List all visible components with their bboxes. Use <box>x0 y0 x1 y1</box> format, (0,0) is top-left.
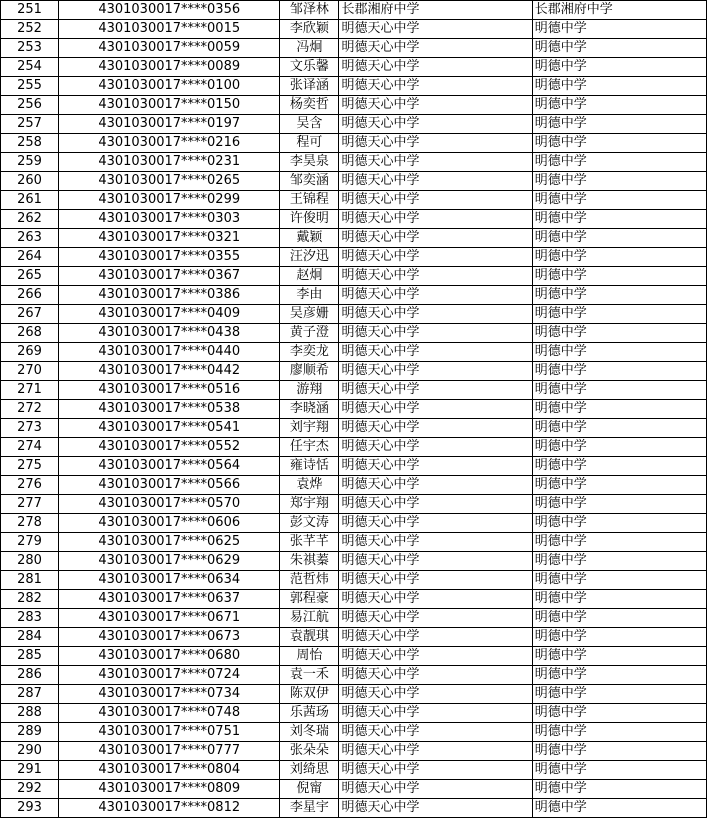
cell-index: 261 <box>1 191 59 210</box>
cell-id-number: 4301030017****0355 <box>59 248 280 267</box>
table-row <box>1 761 707 780</box>
cell-admitted-school: 明德中学 <box>532 495 706 514</box>
cell-id-number: 4301030017****0216 <box>59 134 280 153</box>
cell-graduating-school: 明德天心中学 <box>339 723 532 742</box>
cell-id-number: 4301030017****0442 <box>59 362 280 381</box>
cell-index: 284 <box>1 628 59 647</box>
cell-graduating-school: 明德天心中学 <box>339 761 532 780</box>
cell-graduating-school: 明德天心中学 <box>339 96 532 115</box>
cell-index: 266 <box>1 286 59 305</box>
cell-id-number: 4301030017****0634 <box>59 571 280 590</box>
cell-id-number: 4301030017****0440 <box>59 343 280 362</box>
table-row <box>1 115 707 134</box>
cell-admitted-school: 明德中学 <box>532 134 706 153</box>
cell-index: 290 <box>1 742 59 761</box>
cell-id-number: 4301030017****0680 <box>59 647 280 666</box>
cell-id-number: 4301030017****0150 <box>59 96 280 115</box>
cell-index: 277 <box>1 495 59 514</box>
cell-graduating-school: 明德天心中学 <box>339 305 532 324</box>
cell-admitted-school: 明德中学 <box>532 514 706 533</box>
cell-student-name: 易江航 <box>280 609 339 628</box>
cell-id-number: 4301030017****0541 <box>59 419 280 438</box>
table-row <box>1 286 707 305</box>
cell-graduating-school: 明德天心中学 <box>339 58 532 77</box>
cell-admitted-school: 明德中学 <box>532 419 706 438</box>
cell-admitted-school: 明德中学 <box>532 799 706 818</box>
cell-id-number: 4301030017****0299 <box>59 191 280 210</box>
cell-graduating-school: 明德天心中学 <box>339 20 532 39</box>
cell-student-name: 袁一禾 <box>280 666 339 685</box>
cell-graduating-school: 明德天心中学 <box>339 324 532 343</box>
table-row <box>1 742 707 761</box>
cell-id-number: 4301030017****0629 <box>59 552 280 571</box>
table-row <box>1 400 707 419</box>
table-row <box>1 153 707 172</box>
cell-id-number: 4301030017****0516 <box>59 381 280 400</box>
cell-index: 269 <box>1 343 59 362</box>
cell-student-name: 汪汐迅 <box>280 248 339 267</box>
cell-graduating-school: 明德天心中学 <box>339 172 532 191</box>
cell-student-name: 程可 <box>280 134 339 153</box>
cell-id-number: 4301030017****0059 <box>59 39 280 58</box>
cell-admitted-school: 明德中学 <box>532 286 706 305</box>
cell-graduating-school: 明德天心中学 <box>339 77 532 96</box>
cell-index: 255 <box>1 77 59 96</box>
cell-admitted-school: 长郡湘府中学 <box>532 1 706 20</box>
cell-id-number: 4301030017****0321 <box>59 229 280 248</box>
cell-admitted-school: 明德中学 <box>532 457 706 476</box>
table-row <box>1 685 707 704</box>
cell-index: 264 <box>1 248 59 267</box>
cell-admitted-school: 明德中学 <box>532 381 706 400</box>
table-row <box>1 210 707 229</box>
cell-student-name: 刘绮思 <box>280 761 339 780</box>
cell-student-name: 任宇杰 <box>280 438 339 457</box>
cell-student-name: 袁烨 <box>280 476 339 495</box>
cell-index: 285 <box>1 647 59 666</box>
cell-id-number: 4301030017****0673 <box>59 628 280 647</box>
cell-id-number: 4301030017****0804 <box>59 761 280 780</box>
cell-student-name: 张朵朵 <box>280 742 339 761</box>
cell-student-name: 张译涵 <box>280 77 339 96</box>
table-row <box>1 533 707 552</box>
table-row <box>1 609 707 628</box>
cell-admitted-school: 明德中学 <box>532 324 706 343</box>
cell-graduating-school: 明德天心中学 <box>339 495 532 514</box>
cell-student-name: 李欣颖 <box>280 20 339 39</box>
cell-id-number: 4301030017****0265 <box>59 172 280 191</box>
cell-index: 279 <box>1 533 59 552</box>
cell-admitted-school: 明德中学 <box>532 96 706 115</box>
table-row <box>1 381 707 400</box>
cell-id-number: 4301030017****0231 <box>59 153 280 172</box>
cell-admitted-school: 明德中学 <box>532 305 706 324</box>
cell-student-name: 吴彦姗 <box>280 305 339 324</box>
cell-student-name: 范哲炜 <box>280 571 339 590</box>
table-row <box>1 77 707 96</box>
cell-id-number: 4301030017****0367 <box>59 267 280 286</box>
cell-id-number: 4301030017****0197 <box>59 115 280 134</box>
cell-graduating-school: 明德天心中学 <box>339 248 532 267</box>
cell-index: 288 <box>1 704 59 723</box>
cell-admitted-school: 明德中学 <box>532 647 706 666</box>
cell-admitted-school: 明德中学 <box>532 248 706 267</box>
cell-admitted-school: 明德中学 <box>532 191 706 210</box>
cell-student-name: 袁靓琪 <box>280 628 339 647</box>
table-row <box>1 590 707 609</box>
cell-id-number: 4301030017****0566 <box>59 476 280 495</box>
table-row <box>1 666 707 685</box>
cell-admitted-school: 明德中学 <box>532 153 706 172</box>
table-row <box>1 647 707 666</box>
cell-id-number: 4301030017****0552 <box>59 438 280 457</box>
cell-graduating-school: 明德天心中学 <box>339 533 532 552</box>
cell-index: 256 <box>1 96 59 115</box>
cell-graduating-school: 明德天心中学 <box>339 685 532 704</box>
cell-student-name: 李晓涵 <box>280 400 339 419</box>
table-row <box>1 495 707 514</box>
cell-graduating-school: 明德天心中学 <box>339 799 532 818</box>
cell-student-name: 冯炯 <box>280 39 339 58</box>
cell-student-name: 李奕龙 <box>280 343 339 362</box>
cell-index: 276 <box>1 476 59 495</box>
cell-graduating-school: 明德天心中学 <box>339 134 532 153</box>
cell-graduating-school: 明德天心中学 <box>339 400 532 419</box>
cell-index: 259 <box>1 153 59 172</box>
table-row <box>1 172 707 191</box>
cell-id-number: 4301030017****0637 <box>59 590 280 609</box>
cell-id-number: 4301030017****0409 <box>59 305 280 324</box>
cell-admitted-school: 明德中学 <box>532 229 706 248</box>
cell-index: 291 <box>1 761 59 780</box>
table-row <box>1 552 707 571</box>
table-row <box>1 723 707 742</box>
cell-admitted-school: 明德中学 <box>532 780 706 799</box>
cell-graduating-school: 明德天心中学 <box>339 780 532 799</box>
cell-student-name: 彭文涛 <box>280 514 339 533</box>
cell-student-name: 李昊泉 <box>280 153 339 172</box>
cell-id-number: 4301030017****0809 <box>59 780 280 799</box>
cell-admitted-school: 明德中学 <box>532 761 706 780</box>
cell-graduating-school: 明德天心中学 <box>339 229 532 248</box>
cell-id-number: 4301030017****0625 <box>59 533 280 552</box>
cell-graduating-school: 明德天心中学 <box>339 115 532 134</box>
table-row <box>1 419 707 438</box>
cell-graduating-school: 明德天心中学 <box>339 381 532 400</box>
cell-id-number: 4301030017****0089 <box>59 58 280 77</box>
cell-admitted-school: 明德中学 <box>532 20 706 39</box>
cell-index: 278 <box>1 514 59 533</box>
cell-student-name: 李星宇 <box>280 799 339 818</box>
cell-index: 292 <box>1 780 59 799</box>
cell-index: 262 <box>1 210 59 229</box>
cell-student-name: 戴颖 <box>280 229 339 248</box>
cell-id-number: 4301030017****0734 <box>59 685 280 704</box>
cell-student-name: 文乐馨 <box>280 58 339 77</box>
cell-index: 268 <box>1 324 59 343</box>
cell-admitted-school: 明德中学 <box>532 666 706 685</box>
cell-index: 257 <box>1 115 59 134</box>
table-row <box>1 39 707 58</box>
cell-graduating-school: 长郡湘府中学 <box>339 1 532 20</box>
table-row <box>1 324 707 343</box>
cell-id-number: 4301030017****0386 <box>59 286 280 305</box>
cell-admitted-school: 明德中学 <box>532 609 706 628</box>
table-row <box>1 58 707 77</box>
roster-table-body <box>1 1 707 818</box>
cell-index: 263 <box>1 229 59 248</box>
cell-student-name: 周怡 <box>280 647 339 666</box>
table-row <box>1 267 707 286</box>
cell-index: 289 <box>1 723 59 742</box>
table-row <box>1 134 707 153</box>
cell-index: 254 <box>1 58 59 77</box>
table-row <box>1 571 707 590</box>
cell-admitted-school: 明德中学 <box>532 39 706 58</box>
cell-student-name: 杨奕哲 <box>280 96 339 115</box>
cell-index: 252 <box>1 20 59 39</box>
cell-id-number: 4301030017****0606 <box>59 514 280 533</box>
cell-admitted-school: 明德中学 <box>532 476 706 495</box>
cell-index: 251 <box>1 1 59 20</box>
cell-student-name: 陈双伊 <box>280 685 339 704</box>
table-row <box>1 362 707 381</box>
cell-admitted-school: 明德中学 <box>532 723 706 742</box>
cell-index: 281 <box>1 571 59 590</box>
cell-graduating-school: 明德天心中学 <box>339 438 532 457</box>
cell-index: 265 <box>1 267 59 286</box>
cell-admitted-school: 明德中学 <box>532 704 706 723</box>
cell-graduating-school: 明德天心中学 <box>339 39 532 58</box>
cell-id-number: 4301030017****0538 <box>59 400 280 419</box>
cell-admitted-school: 明德中学 <box>532 552 706 571</box>
table-row <box>1 20 707 39</box>
cell-id-number: 4301030017****0570 <box>59 495 280 514</box>
cell-id-number: 4301030017****0777 <box>59 742 280 761</box>
cell-admitted-school: 明德中学 <box>532 742 706 761</box>
cell-graduating-school: 明德天心中学 <box>339 457 532 476</box>
cell-id-number: 4301030017****0671 <box>59 609 280 628</box>
cell-graduating-school: 明德天心中学 <box>339 362 532 381</box>
cell-index: 283 <box>1 609 59 628</box>
cell-graduating-school: 明德天心中学 <box>339 343 532 362</box>
table-row <box>1 438 707 457</box>
cell-index: 253 <box>1 39 59 58</box>
cell-student-name: 吴含 <box>280 115 339 134</box>
cell-admitted-school: 明德中学 <box>532 267 706 286</box>
cell-admitted-school: 明德中学 <box>532 77 706 96</box>
table-row <box>1 248 707 267</box>
cell-admitted-school: 明德中学 <box>532 400 706 419</box>
cell-student-name: 朱祺蓁 <box>280 552 339 571</box>
cell-index: 270 <box>1 362 59 381</box>
cell-id-number: 4301030017****0812 <box>59 799 280 818</box>
cell-admitted-school: 明德中学 <box>532 628 706 647</box>
table-row <box>1 305 707 324</box>
cell-index: 258 <box>1 134 59 153</box>
cell-graduating-school: 明德天心中学 <box>339 286 532 305</box>
cell-student-name: 刘冬瑞 <box>280 723 339 742</box>
table-row <box>1 704 707 723</box>
cell-id-number: 4301030017****0015 <box>59 20 280 39</box>
cell-admitted-school: 明德中学 <box>532 343 706 362</box>
cell-student-name: 邹奕涵 <box>280 172 339 191</box>
table-row <box>1 343 707 362</box>
cell-admitted-school: 明德中学 <box>532 172 706 191</box>
cell-graduating-school: 明德天心中学 <box>339 419 532 438</box>
table-row <box>1 457 707 476</box>
cell-graduating-school: 明德天心中学 <box>339 628 532 647</box>
cell-index: 271 <box>1 381 59 400</box>
cell-index: 274 <box>1 438 59 457</box>
cell-id-number: 4301030017****0751 <box>59 723 280 742</box>
cell-admitted-school: 明德中学 <box>532 590 706 609</box>
cell-admitted-school: 明德中学 <box>532 685 706 704</box>
cell-student-name: 雍诗恬 <box>280 457 339 476</box>
cell-student-name: 黄子澄 <box>280 324 339 343</box>
cell-student-name: 李由 <box>280 286 339 305</box>
cell-id-number: 4301030017****0303 <box>59 210 280 229</box>
table-row <box>1 229 707 248</box>
cell-graduating-school: 明德天心中学 <box>339 666 532 685</box>
cell-graduating-school: 明德天心中学 <box>339 476 532 495</box>
cell-id-number: 4301030017****0564 <box>59 457 280 476</box>
cell-graduating-school: 明德天心中学 <box>339 590 532 609</box>
cell-index: 260 <box>1 172 59 191</box>
cell-admitted-school: 明德中学 <box>532 115 706 134</box>
cell-graduating-school: 明德天心中学 <box>339 571 532 590</box>
cell-index: 287 <box>1 685 59 704</box>
cell-index: 275 <box>1 457 59 476</box>
cell-student-name: 郭程豪 <box>280 590 339 609</box>
table-row <box>1 1 707 20</box>
cell-graduating-school: 明德天心中学 <box>339 191 532 210</box>
cell-graduating-school: 明德天心中学 <box>339 742 532 761</box>
cell-graduating-school: 明德天心中学 <box>339 647 532 666</box>
cell-index: 280 <box>1 552 59 571</box>
cell-student-name: 乐茜玚 <box>280 704 339 723</box>
cell-id-number: 4301030017****0100 <box>59 77 280 96</box>
cell-index: 282 <box>1 590 59 609</box>
cell-index: 272 <box>1 400 59 419</box>
cell-student-name: 倪甯 <box>280 780 339 799</box>
cell-student-name: 刘宇翔 <box>280 419 339 438</box>
cell-student-name: 邹泽林 <box>280 1 339 20</box>
cell-graduating-school: 明德天心中学 <box>339 609 532 628</box>
table-row <box>1 191 707 210</box>
table-row <box>1 780 707 799</box>
table-row <box>1 799 707 818</box>
cell-graduating-school: 明德天心中学 <box>339 514 532 533</box>
cell-index: 267 <box>1 305 59 324</box>
cell-student-name: 张芊芊 <box>280 533 339 552</box>
cell-student-name: 赵炯 <box>280 267 339 286</box>
cell-student-name: 廖顺希 <box>280 362 339 381</box>
table-row <box>1 628 707 647</box>
table-row <box>1 476 707 495</box>
cell-id-number: 4301030017****0438 <box>59 324 280 343</box>
cell-index: 286 <box>1 666 59 685</box>
cell-graduating-school: 明德天心中学 <box>339 153 532 172</box>
cell-admitted-school: 明德中学 <box>532 533 706 552</box>
cell-admitted-school: 明德中学 <box>532 362 706 381</box>
cell-student-name: 郑宇翔 <box>280 495 339 514</box>
cell-admitted-school: 明德中学 <box>532 210 706 229</box>
cell-admitted-school: 明德中学 <box>532 571 706 590</box>
cell-admitted-school: 明德中学 <box>532 438 706 457</box>
cell-graduating-school: 明德天心中学 <box>339 552 532 571</box>
cell-admitted-school: 明德中学 <box>532 58 706 77</box>
cell-student-name: 王锦程 <box>280 191 339 210</box>
table-row <box>1 514 707 533</box>
cell-graduating-school: 明德天心中学 <box>339 267 532 286</box>
cell-student-name: 游翔 <box>280 381 339 400</box>
cell-index: 293 <box>1 799 59 818</box>
cell-id-number: 4301030017****0748 <box>59 704 280 723</box>
cell-id-number: 4301030017****0724 <box>59 666 280 685</box>
cell-graduating-school: 明德天心中学 <box>339 704 532 723</box>
table-row <box>1 96 707 115</box>
cell-id-number: 4301030017****0356 <box>59 1 280 20</box>
cell-student-name: 许俊明 <box>280 210 339 229</box>
cell-graduating-school: 明德天心中学 <box>339 210 532 229</box>
cell-index: 273 <box>1 419 59 438</box>
